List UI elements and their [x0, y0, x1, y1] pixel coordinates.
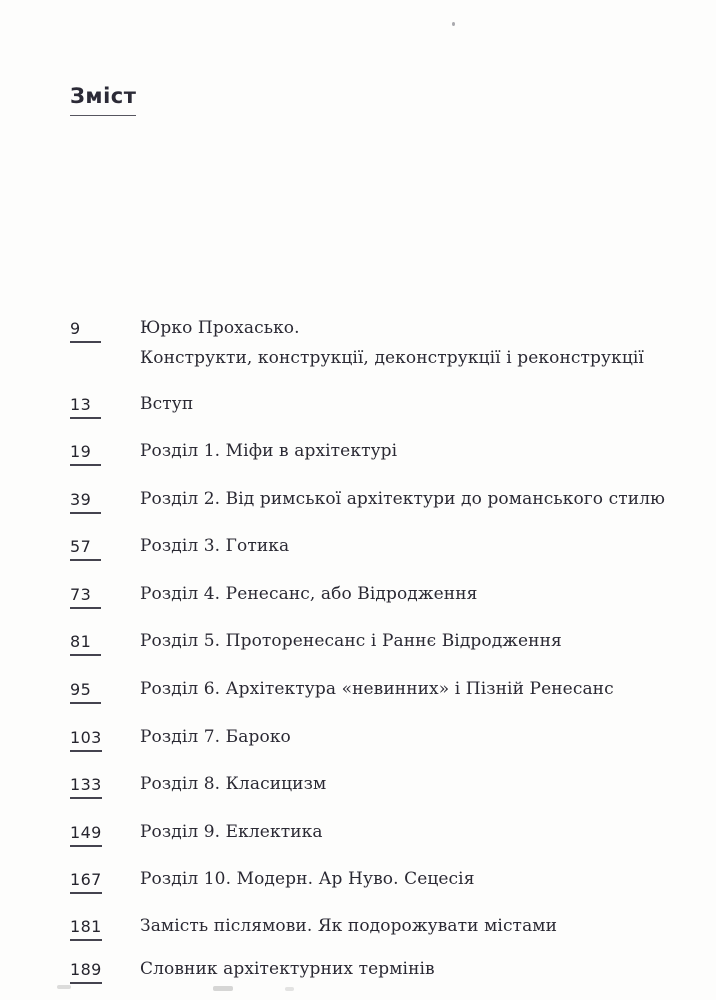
entry-page-number: 103	[70, 728, 102, 752]
entry-page-number: 73	[70, 585, 101, 609]
entry-title-line: Розділ 6. Архітектура «невинних» і Пізній Ренесанс	[140, 679, 614, 699]
toc-entry	[70, 394, 680, 419]
entry-page-number: 95	[70, 680, 101, 704]
entry-title-line: Розділ 3. Готика	[140, 536, 290, 556]
entry-title-line: Розділ 4. Ренесанс, або Відродження	[140, 584, 478, 604]
entry-title	[140, 389, 680, 419]
entry-title	[140, 722, 680, 752]
entry-title-line: Розділ 1. Міфи в архітектурі	[140, 441, 398, 461]
toc-entry	[70, 774, 680, 799]
toc-entry	[70, 489, 680, 514]
entry-page-number: 81	[70, 632, 101, 656]
toc-entry	[70, 631, 680, 656]
entry-page-number: 39	[70, 490, 101, 514]
entry-title	[140, 954, 680, 984]
entry-title	[140, 436, 680, 466]
entry-page-number: 57	[70, 537, 101, 561]
entry-title-line: Юрко Прохасько.	[140, 318, 300, 338]
entry-title-line: Замість післямови. Як подорожувати містами	[140, 916, 558, 936]
entry-title-line: Вступ	[140, 394, 194, 414]
entry-title-line: Конструкти, конструкції, деконструкції і реконструкції	[140, 348, 644, 368]
scan-artifact	[452, 22, 455, 26]
toc-entry	[70, 584, 680, 609]
entry-title	[140, 484, 680, 514]
entry-title	[140, 817, 680, 847]
entry-page-number: 149	[70, 823, 102, 847]
entry-title-line: Словник архітектурних термінів	[140, 959, 435, 979]
entry-title-line: Розділ 5. Проторенесанс і Раннє Відродження	[140, 631, 562, 651]
entry-page-number: 167	[70, 870, 102, 894]
entry-page-number: 13	[70, 395, 101, 419]
toc-entry	[70, 822, 680, 847]
entry-title	[140, 531, 680, 561]
entry-title-line: Розділ 9. Еклектика	[140, 822, 323, 842]
toc-entry	[70, 679, 680, 704]
toc-entry	[70, 959, 680, 984]
entry-page-number: 189	[70, 960, 102, 984]
toc-entry	[70, 441, 680, 466]
entry-page-number: 19	[70, 442, 101, 466]
scan-artifact	[57, 985, 71, 989]
scan-artifact	[285, 987, 294, 991]
entry-title-line: Розділ 8. Класицизм	[140, 774, 327, 794]
entry-page-number: 9	[70, 319, 101, 343]
entry-title-line: Розділ 10. Модерн. Ар Нуво. Сецесія	[140, 869, 475, 889]
toc-entry	[70, 727, 680, 752]
entry-title	[140, 911, 680, 941]
entry-title	[140, 674, 680, 704]
entry-title-line: Розділ 2. Від римської архітектури до романського стилю	[140, 489, 665, 509]
entry-title	[140, 626, 680, 656]
toc-entry	[70, 916, 680, 941]
entry-title-line: Розділ 7. Бароко	[140, 727, 291, 747]
toc-entry	[70, 869, 680, 894]
entry-title	[140, 769, 680, 799]
entry-title	[140, 579, 680, 609]
entry-title	[140, 864, 680, 894]
page-title: Зміст	[70, 84, 136, 116]
toc-entry	[70, 318, 680, 373]
entry-title	[140, 313, 680, 373]
entry-page-number: 181	[70, 917, 102, 941]
scan-artifact	[213, 986, 233, 991]
toc-entry	[70, 536, 680, 561]
entry-page-number: 133	[70, 775, 102, 799]
